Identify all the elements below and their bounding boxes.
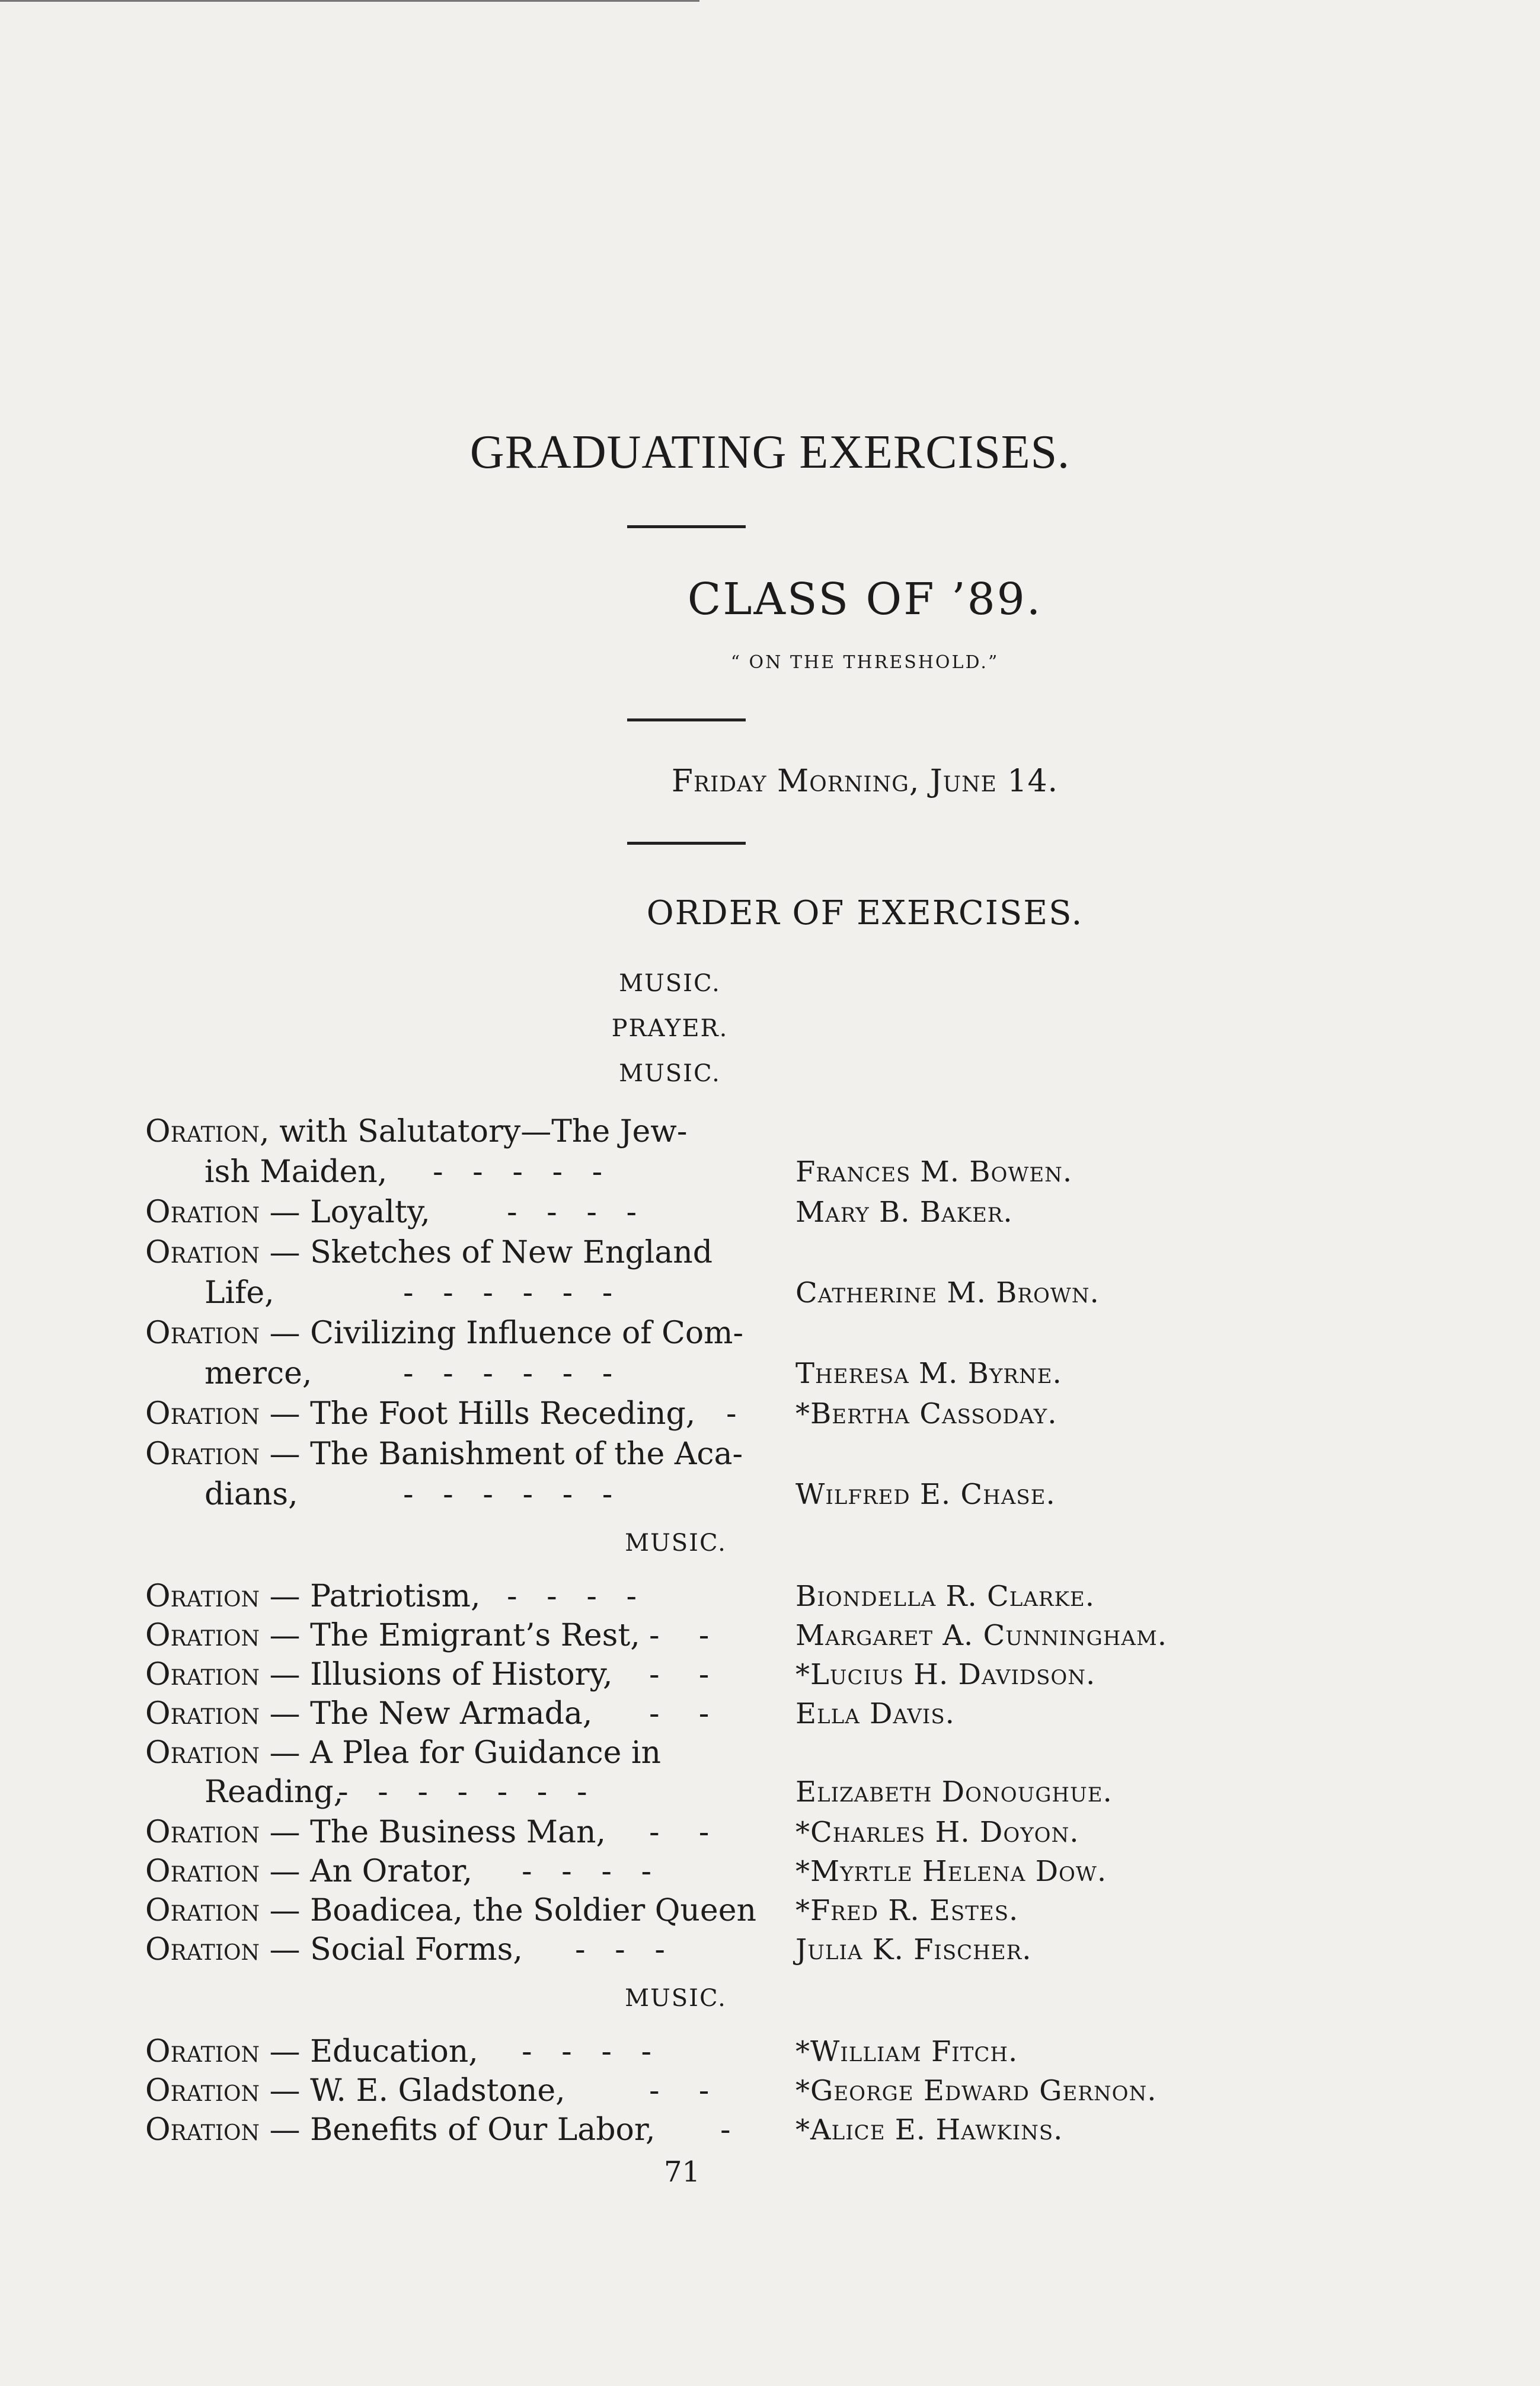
oration-title: Oration — The Emigrant’s Rest, bbox=[145, 1618, 640, 1653]
program-item-music: MUSIC. bbox=[625, 1529, 727, 1557]
divider bbox=[627, 842, 746, 845]
leader-dots: - - - bbox=[575, 1932, 665, 1967]
speaker-name: *Alice E. Hawkins. bbox=[795, 2113, 1063, 2147]
program-item-prayer: PRAYER. bbox=[611, 1015, 729, 1042]
speaker-name: Biondella R. Clarke. bbox=[795, 1580, 1095, 1613]
oration-title: Oration — A Plea for Guidance in bbox=[145, 1735, 662, 1771]
speaker-name: Theresa M. Byrne. bbox=[795, 1357, 1062, 1390]
divider bbox=[627, 525, 746, 528]
oration-title: Oration — The New Armada, bbox=[145, 1696, 593, 1732]
page-title: GRADUATING EXERCISES. bbox=[469, 426, 1071, 478]
speaker-name: Catherine M. Brown. bbox=[795, 1276, 1100, 1309]
oration-title: Oration — Loyalty, bbox=[145, 1194, 430, 1230]
oration-title: Oration — Patriotism, bbox=[145, 1579, 481, 1614]
top-edge-rule bbox=[0, 0, 699, 2]
speaker-name: Mary B. Baker. bbox=[795, 1196, 1013, 1229]
leader-dots: - - - - bbox=[522, 2034, 652, 2069]
leader-dots: - bbox=[720, 2112, 731, 2148]
speaker-name: Margaret A. Cunningham. bbox=[795, 1619, 1168, 1652]
oration-title: Oration — Social Forms, bbox=[145, 1932, 523, 1967]
leader-dots: - - bbox=[649, 1815, 710, 1850]
program-item-music: MUSIC. bbox=[619, 1060, 721, 1087]
divider bbox=[627, 718, 746, 721]
leader-dots: - bbox=[726, 1396, 737, 1432]
oration-title-cont: ish Maiden, bbox=[205, 1154, 388, 1190]
speaker-name: *Fred R. Estes. bbox=[795, 1894, 1019, 1927]
leader-dots: - - - - bbox=[507, 1194, 637, 1230]
leader-dots: - - bbox=[649, 1657, 710, 1692]
class-motto: “ ON THE THRESHOLD.” bbox=[730, 652, 999, 673]
oration-title: Oration — The Business Man, bbox=[145, 1815, 606, 1850]
leader-dots: - - bbox=[649, 1696, 710, 1732]
oration-title: Oration — W. E. Gladstone, bbox=[145, 2073, 565, 2109]
oration-title-cont: Reading, bbox=[205, 1774, 344, 1810]
oration-title: Oration — The Banishment of the Aca- bbox=[145, 1436, 743, 1472]
oration-title: Oration — Sketches of New England bbox=[145, 1235, 713, 1270]
oration-title: Oration — Boadicea, the Soldier Queen bbox=[145, 1893, 756, 1928]
leader-dots: - - - - - - bbox=[403, 1356, 613, 1391]
speaker-name: Wilfred E. Chase. bbox=[795, 1478, 1056, 1511]
event-date: Friday Morning, June 14. bbox=[671, 764, 1059, 799]
leader-dots: - - bbox=[649, 2073, 710, 2109]
oration-title-cont: dians, bbox=[205, 1477, 298, 1512]
speaker-name: *Bertha Cassoday. bbox=[795, 1397, 1057, 1430]
leader-dots: - - - - - - bbox=[403, 1275, 613, 1311]
oration-title: Oration — An Orator, bbox=[145, 1854, 473, 1889]
oration-title: Oration — Education, bbox=[145, 2034, 478, 2069]
page-number: 71 bbox=[664, 2155, 701, 2189]
oration-title-cont: merce, bbox=[205, 1356, 312, 1391]
leader-dots: - - - - - - - bbox=[338, 1774, 587, 1810]
oration-title: Oration — Illusions of History, bbox=[145, 1657, 613, 1692]
leader-dots: - - - - - - bbox=[403, 1477, 613, 1512]
program-item-music: MUSIC. bbox=[625, 1985, 727, 2012]
leader-dots: - - bbox=[649, 1618, 710, 1653]
oration-title: Oration — Civilizing Influence of Com- bbox=[145, 1315, 744, 1351]
speaker-name: Julia K. Fischer. bbox=[795, 1933, 1032, 1966]
leader-dots: - - - - bbox=[507, 1579, 637, 1614]
speaker-name: Ella Davis. bbox=[795, 1697, 955, 1730]
oration-title-cont: Life, bbox=[205, 1275, 274, 1311]
speaker-name: *Lucius H. Davidson. bbox=[795, 1658, 1096, 1691]
class-title: CLASS OF ’89. bbox=[687, 574, 1043, 625]
oration-title: Oration — The Foot Hills Receding, bbox=[145, 1396, 696, 1432]
oration-title: Oration — Benefits of Our Labor, bbox=[145, 2112, 656, 2148]
oration-title: Oration, with Salutatory—The Jew- bbox=[145, 1114, 688, 1149]
speaker-name: *George Edward Gernon. bbox=[795, 2074, 1157, 2107]
program-item-music: MUSIC. bbox=[619, 970, 721, 997]
speaker-name: *William Fitch. bbox=[795, 2035, 1018, 2068]
speaker-name: Frances M. Bowen. bbox=[795, 1155, 1073, 1189]
speaker-name: Elizabeth Donoughue. bbox=[795, 1775, 1113, 1809]
speaker-name: *Myrtle Helena Dow. bbox=[795, 1855, 1107, 1888]
order-heading: ORDER OF EXERCISES. bbox=[646, 894, 1084, 932]
leader-dots: - - - - - bbox=[433, 1154, 603, 1190]
speaker-name: *Charles H. Doyon. bbox=[795, 1816, 1079, 1849]
leader-dots: - - - - bbox=[522, 1854, 652, 1889]
